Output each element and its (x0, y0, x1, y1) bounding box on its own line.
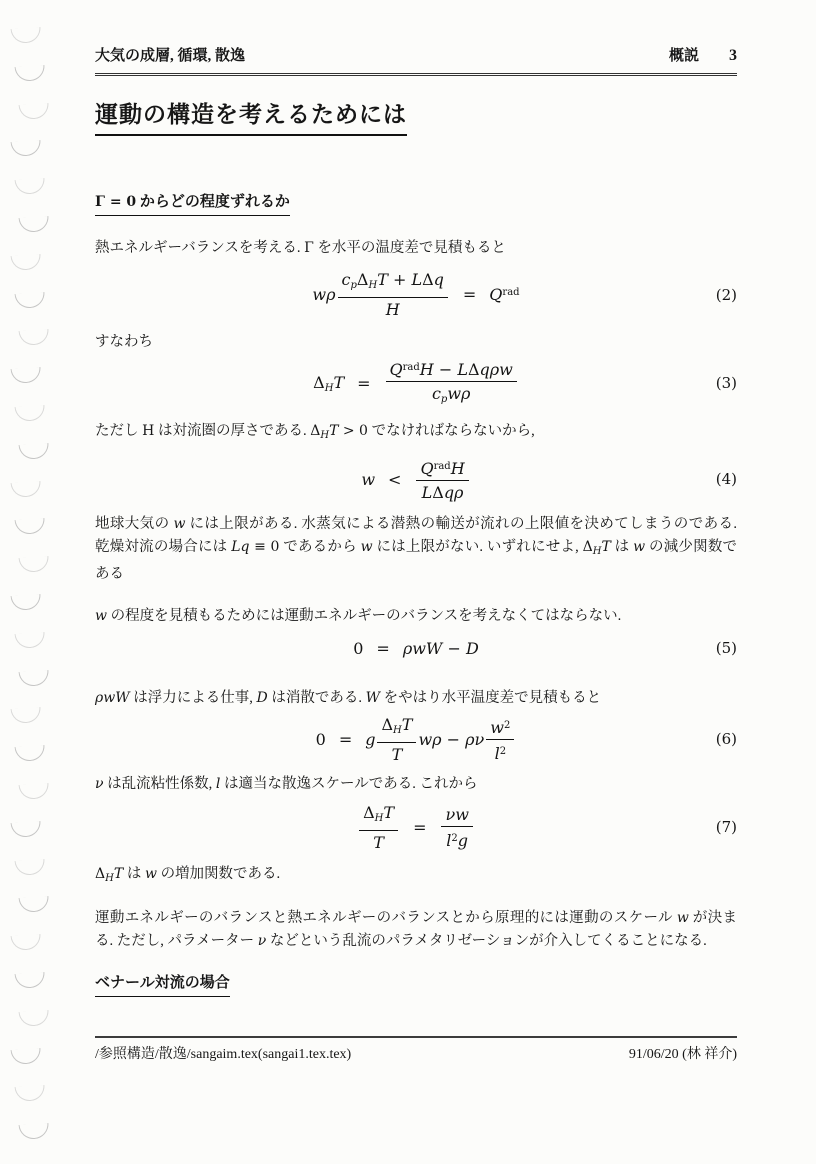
binding-ring-mark (15, 405, 46, 422)
binding-ring-mark (15, 859, 46, 876)
numerator: $c_p\Delta_HT + L\Delta q$ (338, 270, 448, 298)
numerator: νw (441, 805, 472, 827)
fraction (386, 358, 517, 409)
section-heading-gamma-deviation: Γ = 0 からどの程度ずれるか (95, 192, 290, 216)
binding-ring-mark (19, 103, 50, 120)
equation-4 (95, 453, 737, 505)
binding-ring-mark (19, 1010, 50, 1027)
footer-date-author: 91/06/20 (林 祥介) (628, 1047, 737, 1062)
denominator: $l^2$ (494, 743, 507, 763)
paragraph-eddy-viscosity: ν は乱流粘性係数, l は適当な散逸スケールである. これから (95, 776, 478, 792)
page-title: 運動の構造を考えるためには (95, 100, 407, 136)
math-run: w (361, 469, 376, 489)
binding-ring-mark (11, 254, 42, 271)
footer-file-path: /参照構造/散逸/sangaim.tex(sangai1.tex.tex) (95, 1047, 352, 1062)
math-run: wρ (312, 285, 336, 304)
less-than-sign: < (388, 469, 402, 489)
fraction (416, 457, 468, 502)
equation-number: (6) (715, 730, 737, 748)
math-run: ρwW − D (402, 638, 479, 658)
page-content (95, 0, 737, 997)
binding-ring-mark (19, 443, 50, 460)
numerator: $Q^{rad}H$ (416, 457, 468, 481)
binding-ring-mark (15, 972, 46, 989)
equals-sign: = (357, 373, 371, 393)
denominator: $l^2g$ (446, 830, 469, 850)
binding-ring-mark (15, 632, 46, 649)
binding-ring-mark (15, 65, 46, 82)
denominator: $c_pw\rho$ (431, 383, 471, 405)
fraction (338, 270, 448, 319)
binding-ring-mark (15, 745, 46, 762)
binding-ring-mark (19, 216, 50, 233)
paragraph-kinetic-balance: w の程度を見積もるためには運動エネルギーのバランスを考えなくてはならない. (95, 608, 622, 624)
math-run: $\Delta_HT$ (313, 372, 345, 394)
binding-ring-mark (11, 140, 42, 157)
equation-number: (7) (715, 818, 737, 836)
binding-ring-mark (19, 896, 50, 913)
page-header (95, 46, 737, 76)
binding-ring-mark (19, 670, 50, 687)
fraction (359, 803, 398, 852)
equals-sign: = (376, 638, 390, 658)
math-run: 0 (353, 638, 364, 658)
denominator: T (391, 744, 403, 764)
binding-ring-mark (15, 1085, 46, 1102)
equation-number: (5) (715, 639, 737, 657)
binding-ring-mark (11, 367, 42, 384)
paragraph-troposphere-depth: ただし H は対流圏の厚さである. $\Delta_HT > 0$ でなければならないから, (95, 423, 535, 441)
paragraph-namely: すなわち (95, 334, 153, 350)
equation-3 (95, 356, 737, 410)
header-running-title: 大気の成層, 循環, 散逸 (95, 48, 246, 64)
binding-ring-mark (19, 556, 50, 573)
paragraph-upper-limit: 地球大気の w には上限がある. 水蒸気による潜熱の輸送が流れの上限値を決めてしまうのである. 乾燥対流の場合には Lq ≡ 0 であるから w には上限がない. いずれにせよ, $\Delta_HT$ は w の減少関数である (95, 516, 738, 582)
binding-ring-mark (11, 1048, 42, 1065)
numerator: $\Delta_HT$ (359, 803, 398, 831)
fraction (441, 805, 472, 850)
header-section-label: 概説 (668, 48, 699, 64)
binding-ring-mark (19, 1123, 50, 1140)
binding-ring-mark (15, 178, 46, 195)
numerator: $w^2$ (486, 716, 514, 740)
binding-ring-mark (15, 292, 46, 309)
numerator: $Q^{rad}H - L\Delta q\rho w$ (386, 358, 517, 382)
page-footer (95, 1036, 737, 1065)
paragraph-buoyancy-work: ρwW は浮力による仕事, D は消散である. W をやはり水平温度差で見積もると (95, 690, 602, 706)
denominator: T (373, 832, 384, 852)
header-page-number: 3 (729, 47, 737, 64)
fraction (486, 716, 514, 763)
binding-ring-mark (11, 481, 42, 498)
binding-ring-mark (19, 783, 50, 800)
equation-5 (95, 636, 737, 660)
equation-number: (3) (715, 374, 737, 392)
binding-ring-mark (19, 329, 50, 346)
equation-6 (95, 713, 737, 765)
equals-sign: = (338, 729, 353, 749)
binding-ring-mark (11, 594, 42, 611)
numerator: $\Delta_HT$ (377, 715, 416, 743)
binding-ring-mark (11, 707, 42, 724)
binding-ring-mark (11, 934, 42, 951)
section-heading-row (95, 973, 737, 997)
paragraph-scale-determined: 運動エネルギーのバランスと熱エネルギーのバランスとから原理的には運動のスケール w が決まる. ただし, パラメーター ν などという乱流のパラメタリゼーションが介入してくることになる. (95, 910, 737, 949)
fraction (377, 715, 416, 764)
equals-sign: = (413, 817, 427, 837)
binding-ring-mark (11, 821, 42, 838)
denominator: H (385, 300, 400, 319)
title-row (95, 100, 737, 136)
equation-number: (4) (715, 470, 737, 488)
math-run: wρ − ρν (418, 729, 485, 749)
math-run: 0 (315, 729, 326, 749)
math-run: g (365, 729, 376, 749)
equals-sign: = (462, 285, 477, 304)
paragraph-thermal-balance: 熱エネルギーバランスを考える. Γ を水平の温度差で見積もると (95, 240, 506, 256)
equation-7 (95, 802, 737, 852)
binding-ring-mark (15, 518, 46, 535)
equation-2 (95, 270, 737, 319)
header-right (669, 46, 737, 66)
binding-ring-mark (11, 27, 42, 44)
equation-number: (2) (715, 285, 737, 304)
denominator: LΔqρ (421, 482, 464, 502)
paragraph-increasing-function: $\Delta_HT$ は w の増加関数である. (95, 866, 281, 884)
math-run: $Q^{rad}$ (489, 285, 520, 304)
section-heading-benard-convection: ベナール対流の場合 (95, 973, 230, 997)
section-heading-row (95, 192, 737, 216)
